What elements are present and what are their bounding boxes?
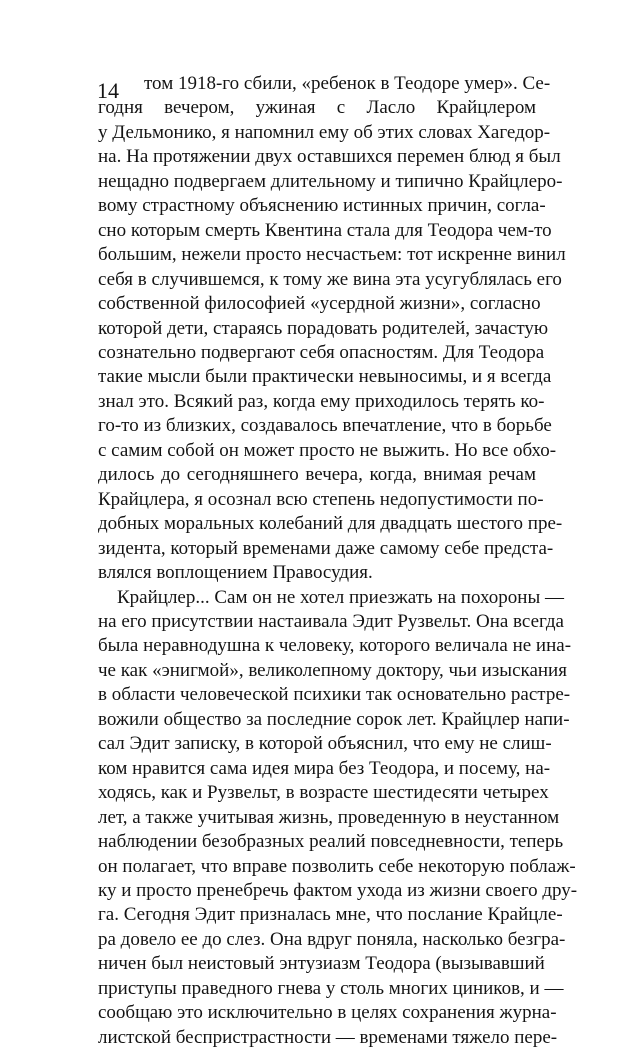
text-line: на его присутствии настаивала Эдит Рузвельт. Она всегда xyxy=(98,610,564,632)
text-line: сознательно подвергают себя опасностям. Для Теодора xyxy=(98,341,545,363)
text-line: нещадно подвергаем длительному и типично Крайцлеро- xyxy=(98,170,563,192)
text-line: Крайцлер... Сам он не хотел приезжать на похороны — xyxy=(117,586,564,608)
text-line: знал это. Всякий раз, когда ему приходилось терять ко- xyxy=(98,390,545,412)
text-line: ничен был неистовый энтузиазм Теодора (вызывавший xyxy=(98,953,545,975)
text-line: такие мысли были практически невыносимы, и я всегда xyxy=(98,366,552,388)
body-text xyxy=(98,72,578,1050)
text-line: ра довело ее до слез. Она вдруг поняла, насколько безгра- xyxy=(98,928,566,950)
text-line: том 1918-го сбили, «ребенок в Теодоре умер». Се- xyxy=(144,73,551,94)
text-line: че как «энигмой», великолепному доктору, чьи изыскания xyxy=(98,659,567,681)
text-line: го-то из близких, создавалось впечатление, что в борьбе xyxy=(98,415,552,437)
text-line: с самим собой он может просто не выжить. Но все обхо- xyxy=(98,439,557,461)
text-line: вожили общество за последние сорок лет. Крайцлер напи- xyxy=(98,708,570,730)
text-line: в области человеческой психики так основательно растре- xyxy=(98,684,571,706)
text-line: зидента, который временами даже самому себе предста- xyxy=(98,537,554,559)
text-line: большим, нежели просто несчастьем: тот искренне винил xyxy=(98,244,566,266)
text-line: себя в случившемся, к тому же вина эта усугублялась его xyxy=(98,268,562,290)
text-line: лет, а также учитывая жизнь, проведенную в неустанном xyxy=(98,806,560,828)
text-line: у Дельмонико, я напомнил ему об этих словах Хагедор- xyxy=(98,121,551,143)
text-line: сообщаю это исключительно в целях сохранения журна- xyxy=(98,1002,557,1024)
text-line: Крайцлера, я осознал всю степень недопустимости по- xyxy=(98,488,544,510)
text-line: дилось до сегодняшнего вечера, когда, внимая речам xyxy=(98,464,536,486)
text-line: сал Эдит записку, в которой объяснил, что ему не слиш- xyxy=(98,733,552,755)
text-line: собственной философией «усердной жизни», согласно xyxy=(98,293,541,315)
text-line: добных моральных колебаний для двадцать шестого пре- xyxy=(98,513,563,535)
text-line: сно которым смерть Квентина стала для Теодора чем-то xyxy=(98,219,552,241)
text-line: на. На протяжении двух оставшихся перемен блюд я был xyxy=(98,146,561,168)
text-line: га. Сегодня Эдит призналась мне, что послание Крайцле- xyxy=(98,904,563,926)
text-line: вому страстному объяснению истинных причин, согла- xyxy=(98,195,546,217)
text-line: наблюдении безобразных реалий повседневности, теперь xyxy=(98,831,564,853)
text-line: ходясь, как и Рузвельт, в возрасте шестидесяти четырех xyxy=(98,782,549,804)
text-line: листской беспристрастности — временами тяжело пере- xyxy=(98,1026,558,1048)
text-line: ком нравится сама идея мира без Теодора, и посему, на- xyxy=(98,757,551,779)
text-line: годня вечером, ужиная с Ласло Крайцлером xyxy=(98,97,536,119)
text-line: ку и просто пренебречь фактом ухода из жизни своего дру- xyxy=(98,879,578,901)
text-line: была неравнодушна к человеку, которого величала не ина- xyxy=(98,635,572,657)
page-number: 14 xyxy=(97,78,119,103)
text-line: приступы праведного гнева у столь многих циников, и — xyxy=(98,977,564,999)
text-line: он полагает, что вправе позволить себе некоторую поблаж- xyxy=(98,855,576,877)
text-line: которой дети, стараясь порадовать родителей, зачастую xyxy=(98,317,549,339)
text-line: влялся воплощением Правосудия. xyxy=(98,562,373,584)
